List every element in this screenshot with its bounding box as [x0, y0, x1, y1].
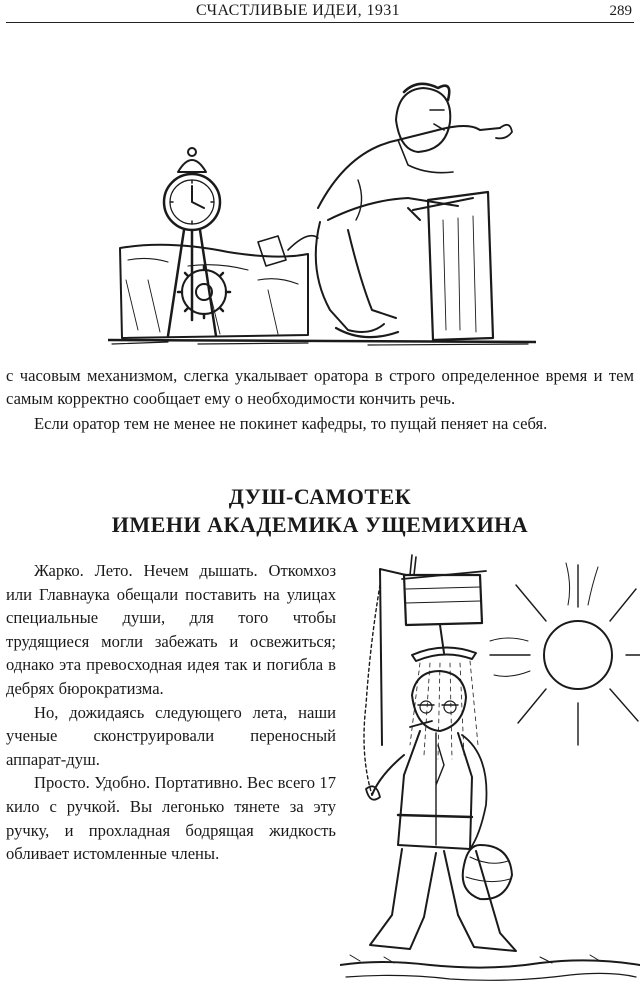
paragraph-heat: Жарко. Лето. Нечем дышать. Откомхоз или Главнаука обещали поставить на улицах специальные души, для того чтобы трудящиеся могли забежать и освежиться; однако эта превосходная идея так и погибла в дебрях бюрократизма.	[6, 561, 336, 698]
running-header	[0, 0, 640, 22]
running-title: СЧАСТЛИВЫЕ ИДЕИ, 1931	[196, 2, 401, 19]
paragraph-orator-warning: Если оратор тем не менее не покинет кафедры, то пущай пеняет на себя.	[34, 414, 548, 433]
shower-text-column	[6, 559, 336, 866]
paragraph-clock-mechanism: с часовым механизмом, слегка укалывает оратора в строго определенное время и тем самым корректно сообщает ему о необходимости кончить речь.	[6, 366, 634, 408]
paragraph-portable: Просто. Удобно. Портативно. Вес всего 17 кило с ручкой. Вы легонько тянете за эту ручку, и прохладная бодрящая жидкость обливает истомленные члены.	[6, 773, 336, 864]
page-number: 289	[609, 3, 632, 19]
paragraph-scientists: Но, дожидаясь следующего лета, наши ученые сконструировали переносный аппарат-душ.	[6, 702, 336, 769]
section-title-line-2: ИМЕНИ АКАДЕМИКА УЩЕМИХИНА	[111, 512, 529, 537]
orator-clock-machine-illustration	[108, 80, 536, 350]
section-title-line-1: ДУШ-САМОТЕК	[228, 484, 412, 509]
portable-shower-man-illustration	[340, 545, 640, 995]
header-rule	[6, 22, 634, 23]
